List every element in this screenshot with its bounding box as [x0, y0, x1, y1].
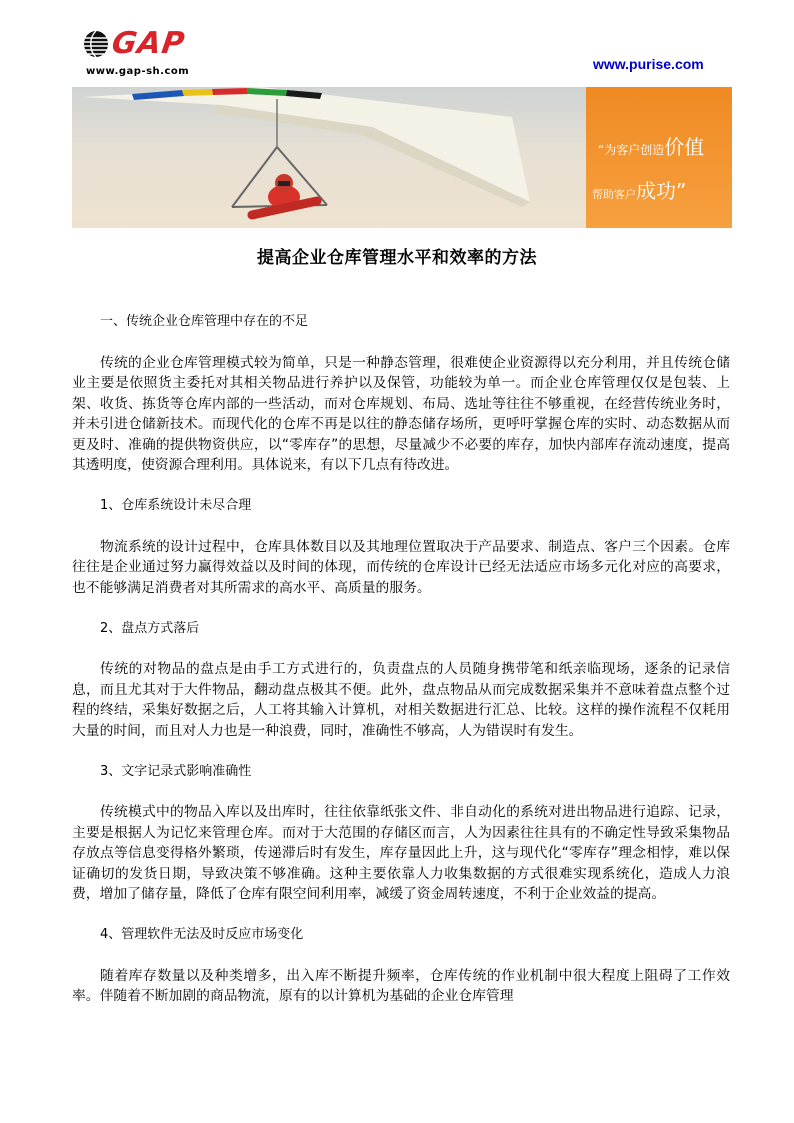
section-heading: 3、文字记录式影响准确性: [100, 763, 252, 779]
section-heading: 4、管理软件无法及时反应市场变化: [100, 927, 304, 942]
section-paragraph: 传统模式中的物品入库以及出库时，往往依靠纸张文件、非自动化的系统对进出物品进行追踪、记录，主要是根据人为记忆来管理仓库。而对于大范围的存储区而言，人为因素往往具有的不确定性导致采集物品存放点等信息变得格外繁琐，传递滞后时有发生，库存量因此上升，这与现代化“零库存”理念相悖，难以保证确切的发货日期，导致决策不够准确。这种主要依靠人力收集数据的方式很难实现系统化，造成人力浪费，增加了储存量，降低了仓库有限空间利用率，减缓了资金周转速度，不利于企业效益的提高。: [72, 804, 730, 902]
hang-glider-illustration: [72, 87, 586, 228]
slogan-line-2-big: 成功”: [636, 179, 687, 203]
slogan-panel: [586, 87, 732, 228]
hang-glider-photo: [72, 87, 586, 228]
document-title: 提高企业仓库管理水平和效率的方法: [257, 248, 537, 268]
section-heading: 2、盘点方式落后: [100, 620, 200, 636]
section-paragraph: 传统的企业仓库管理模式较为简单，只是一种静态管理，很难使企业资源得以充分利用，并且传统仓储业主要是依照货主委托对其相关物品进行养护以及保管，功能较为单一。而企业仓库管理仅仅是包装、上架、收货、拣货等仓库内部的一些活动，而对仓库规划、布局、选址等往往不够重视，在经营传统业务时，并未引进仓储新技术。而现代化的仓库不再是以往的静态储存场所，更呼吁掌握仓库的实时、动态数据从而更及时、准确的提供物资供应，以“零库存”的思想，尽量减少不必要的库存，加快内部库存流动速度，提高其透明度，使资源合理利用。具体说来，有以下几点有待改进。: [72, 354, 730, 473]
header-banner: [72, 87, 732, 228]
slogan-line-1-small: “为客户创造: [598, 143, 665, 157]
globe-icon: [82, 29, 110, 59]
document-body: [72, 312, 730, 1027]
slogan-line-2: [592, 175, 686, 204]
slogan-line-1-big: 价值: [664, 135, 705, 159]
section-paragraph: 传统的对物品的盘点是由手工方式进行的，负责盘点的人员随身携带笔和纸亲临现场，逐条的记录信息，而且尤其对于大件物品，翻动盘点极其不便。此外，盘点物品从而完成数据采集并不意味着盘点整个过程的终结，采集好数据之后，人工将其输入计算机，对相关数据进行汇总、比较。这样的操作流程不仅耗用大量的时间，而且对人力也是一种浪费，同时，准确性不够高，人为错误时有发生。: [72, 661, 730, 739]
logo-wordmark: GAP: [109, 26, 188, 61]
site-url-link[interactable]: www.purise.com: [593, 56, 704, 72]
section-heading: 1、仓库系统设计未尽合理: [100, 498, 252, 513]
company-logo: [72, 26, 212, 82]
section-heading: 一、传统企业仓库管理中存在的不足: [100, 314, 309, 329]
slogan-line-2-small: 帮助客户: [592, 188, 636, 201]
slogan-line-1: [598, 131, 704, 160]
section-paragraph: 物流系统的设计过程中，仓库具体数目以及其地理位置取决于产品要求、制造点、客户三个因素。仓库往往是企业通过努力赢得效益以及时间的体现，而传统的仓库设计已经无法适应市场多元化对应的高要求，也不能够满足消费者对其所需求的高水平、高质量的服务。: [72, 538, 730, 596]
logo-url: www.gap-sh.com: [86, 66, 190, 77]
section-paragraph: 随着库存数量以及种类增多，出入库不断提升频率，仓库传统的作业机制中很大程度上阻碍了工作效率。伴随着不断加剧的商品物流，原有的以计算机为基础的企业仓库管理: [72, 967, 730, 1004]
